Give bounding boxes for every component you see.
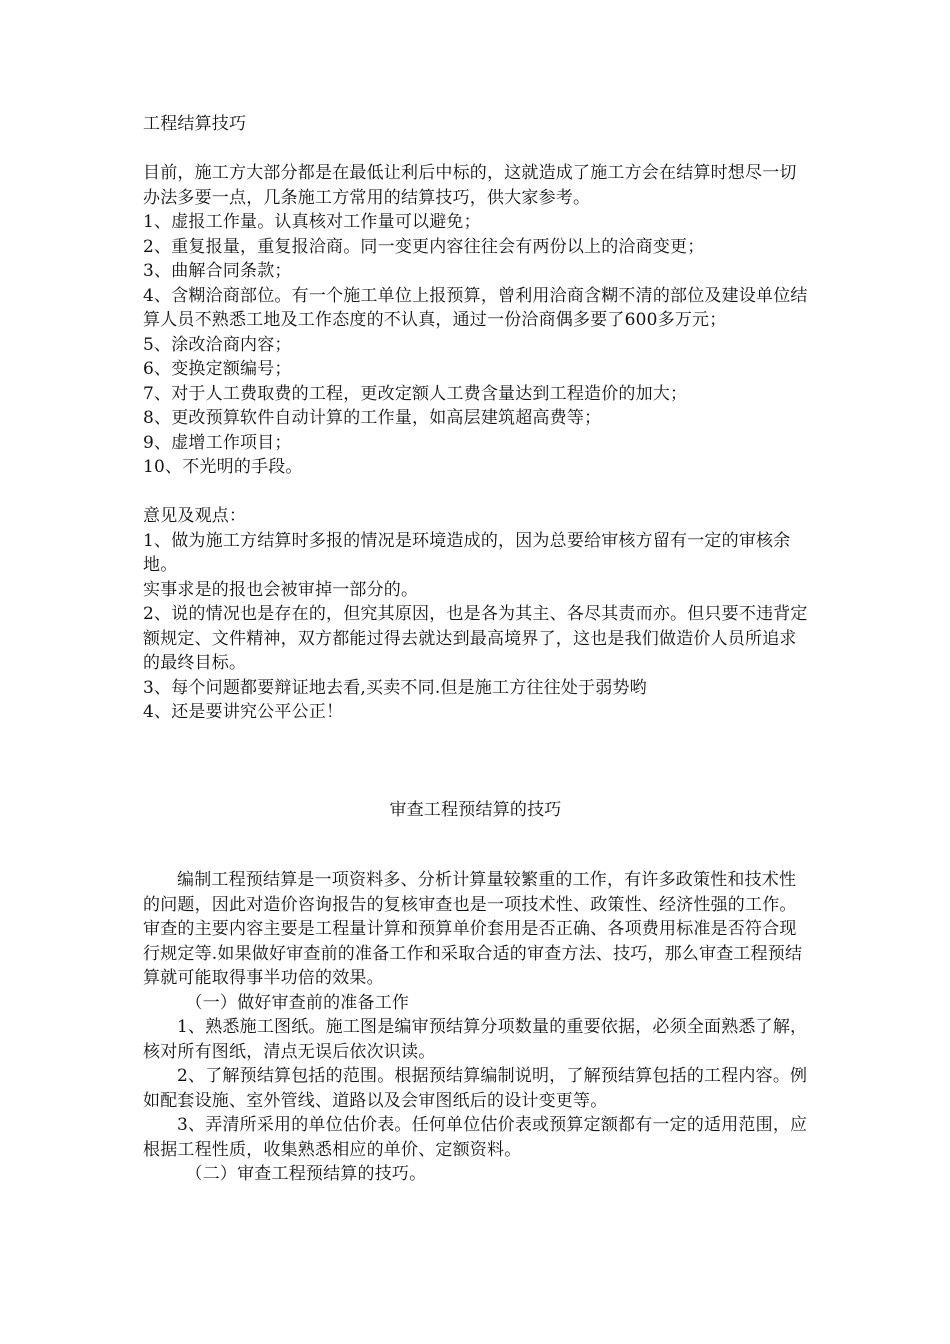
- tip-item: 2、重复报量，重复报洽商。同一变更内容往往会有两份以上的洽商变更；: [143, 236, 705, 257]
- spacer: [143, 725, 808, 798]
- spacer: [143, 480, 808, 505]
- subheading-techniques: （二）审查工程预结算的技巧。: [185, 1164, 427, 1184]
- tips-list: [143, 210, 808, 480]
- tip-item: 10、不光明的手段。: [143, 457, 303, 477]
- opinion-item: 1、做为施工方结算时多报的情况是环境造成的，因为总要给审核方留有一定的审核余地。: [143, 530, 791, 575]
- document-body: [143, 112, 808, 1187]
- tip-item: 3、曲解合同条款；: [143, 261, 292, 281]
- opinion-item: 3、每个问题都要辩证地去看,买卖不同.但是施工方往往处于弱势哟: [143, 677, 647, 698]
- opinions-list: [143, 529, 808, 725]
- prep-item: 1、熟悉施工图纸。施工图是编审预结算分项数量的重要依据，必须全面熟悉了解，核对所有图纸，清点无误后依次识读。: [143, 1017, 808, 1062]
- opinions-heading: 意见及观点：: [143, 506, 247, 526]
- prep-item: 3、弄清所采用的单位估价表。任何单位估价表或预算定额都有一定的适用范围，应根据工程性质，收集熟悉相应的单价、定额资料。: [143, 1115, 808, 1160]
- tip-item: 4、含糊洽商部位。有一个施工单位上报预算，曾利用洽商含糊不清的部位及建设单位结算人员不熟悉工地及工作态度的不认真，通过一份洽商偶多要了600多万元；: [143, 285, 808, 330]
- section2-intro: 编制工程预结算是一项资料多、分析计算量较繁重的工作，有许多政策性和技术性的问题，因此对造价咨询报告的复核审查也是一项技术性、政策性、经济性强的工作。审查的主要内容主要是工程量计算和预算单价套用是否正确、各项费用标准是否符合现行规定等.如果做好审查前的准备工作和采取合适的审查方法、技巧，那么审查工程预结算就可能取得事半功倍的效果。: [143, 870, 803, 988]
- tip-item: 8、更改预算软件自动计算的工作量，如高层建筑超高费等；: [143, 408, 602, 428]
- spacer: [143, 822, 808, 868]
- document-title: 工程结算技巧: [143, 114, 247, 134]
- opinion-item: 4、还是要讲究公平公正！: [143, 702, 344, 722]
- opinion-item: 实事求是的报也会被审掉一部分的。: [143, 579, 419, 600]
- subheading-prep: （一）做好审查前的准备工作: [185, 992, 410, 1013]
- tip-item: 9、虚增工作项目；: [143, 432, 292, 453]
- intro-paragraph: 目前，施工方大部分都是在最低让利后中标的，这就造成了施工方会在结算时想尽一切办法多要一点，几条施工方常用的结算技巧，供大家参考。: [143, 163, 797, 208]
- tip-item: 6、变换定额编号；: [143, 359, 292, 379]
- section2-title: 审查工程预结算的技巧: [389, 799, 562, 820]
- opinion-item: 2、说的情况也是存在的，但究其原因，也是各为其主、各尽其责而亦。但只要不违背定额规定、文件精神，双方都能过得去就达到最高境界了，这也是我们做造价人员所追求的最终目标。: [143, 604, 808, 673]
- spacer: [143, 137, 808, 162]
- prep-item: 2、了解预结算包括的范围。根据预结算编制说明，了解预结算包括的工程内容。例如配套设施、室外管线、道路以及会审图纸后的设计变更等。: [143, 1066, 808, 1111]
- tip-item: 1、虚报工作量。认真核对工作量可以避免；: [143, 212, 481, 232]
- tip-item: 7、对于人工费取费的工程，更改定额人工费含量达到工程造价的加大；: [143, 383, 688, 404]
- tip-item: 5、涂改洽商内容；: [143, 334, 292, 355]
